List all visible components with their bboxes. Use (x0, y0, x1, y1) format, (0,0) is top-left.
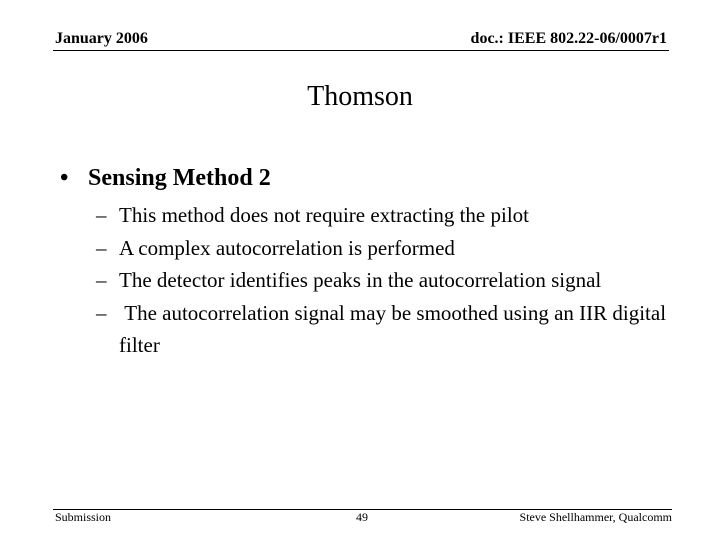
sub-bullet-text: This method does not require extracting the pilot (119, 203, 529, 227)
header-rule (53, 50, 669, 51)
main-bullet (60, 162, 271, 194)
sub-bullet-text: The detector identifies peaks in the autocorrelation signal (119, 268, 602, 292)
footer-submission: Submission (55, 510, 112, 524)
sub-bullet (96, 297, 676, 362)
sub-bullet-marker: – (96, 300, 107, 325)
header-date: January 2006 (55, 30, 148, 47)
sub-bullet-marker: – (96, 268, 107, 292)
sub-bullet (96, 232, 676, 265)
main-bullet-text: Sensing Method 2 (88, 165, 271, 191)
sub-bullet (96, 264, 676, 297)
slide-title: Thomson (307, 81, 413, 112)
header-doc-id: doc.: IEEE 802.22-06/0007r1 (470, 30, 667, 47)
footer-page-number: 49 (356, 510, 368, 524)
sub-bullet-text: The autocorrelation signal may be smoothed using an IIR digital filter (119, 300, 672, 357)
bullet-marker: • (60, 165, 69, 191)
sub-bullet (96, 199, 676, 232)
sub-bullet-marker: – (96, 203, 107, 227)
footer-author: Steve Shellhammer, Qualcomm (519, 510, 672, 524)
sub-bullet-marker: – (96, 235, 107, 260)
sub-bullet-list (96, 199, 676, 362)
sub-bullet-text: A complex autocorrelation is performed (119, 235, 455, 260)
